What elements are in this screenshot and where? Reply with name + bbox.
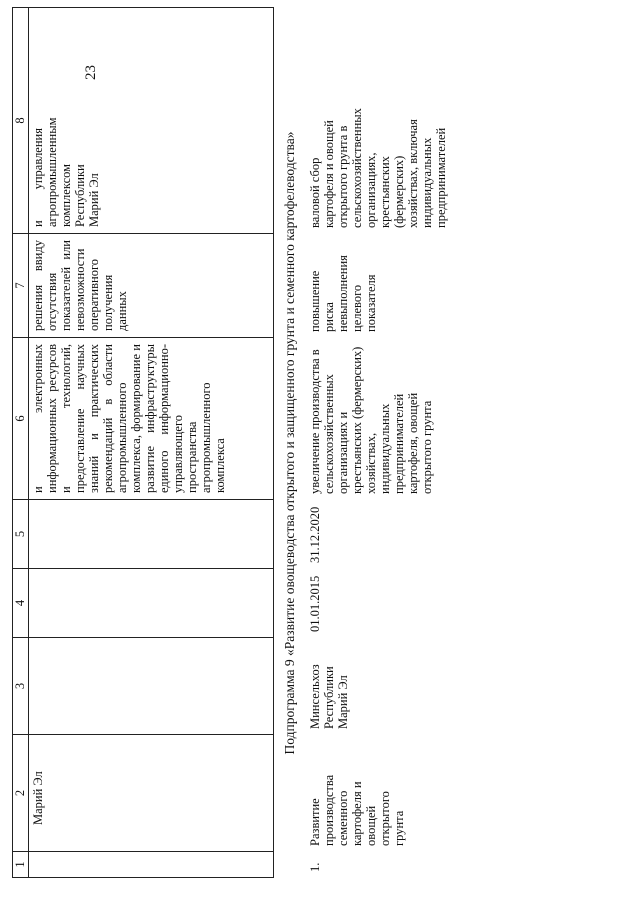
cell-indicator: и управления агропромышленным комплексом Республики Марий Эл xyxy=(29,8,274,234)
cell-consequences: повышение риска невыполнения целевого показателя xyxy=(308,255,378,332)
continued-table xyxy=(12,7,274,878)
cell-consequences: решения ввиду отсутствия показателей или невозможности оперативного получения данных xyxy=(29,234,274,338)
column-number: 8 xyxy=(13,8,29,234)
cell-activity-name: Марий Эл xyxy=(29,735,274,852)
cell-number xyxy=(29,852,274,878)
cell-executor xyxy=(29,638,274,735)
column-number: 3 xyxy=(13,638,29,735)
column-number: 6 xyxy=(13,338,29,500)
table-row xyxy=(29,8,274,878)
cell-expected-result: и электронных информационных ресурсов и технологий, предоставление научных знаний и практических рекомендаций в области агропромышленного комплекса, формирование и развитие инфраструктуры единого информационно-управляющего пространства агропромышленного комплекса xyxy=(29,338,274,500)
cell-expected-result: увеличение производства в сельскохозяйственных организациях и крестьянских (фермерских) хозяйствах, индивидуальных предпринимателей картофеля, овощей открытого грунта xyxy=(308,346,434,494)
rotated-page-content xyxy=(12,8,632,878)
cell-activity-name: Развитие производства семенного картофеля и овощей открытого грунта xyxy=(308,774,406,846)
column-number: 1 xyxy=(13,852,29,878)
cell-end-date: 31.12.2020 xyxy=(308,506,322,563)
cell-indicator: валовой сбор картофеля и овощей открытого грунта в сельскохозяйственных организациях, крестьянских (фермерских) хозяйствах, включая индивидуальных предпринимателей xyxy=(308,108,448,228)
column-number: 4 xyxy=(13,569,29,638)
subprogram-table xyxy=(308,8,448,878)
page-number: 23 xyxy=(83,65,99,80)
column-number: 5 xyxy=(13,500,29,569)
column-number-row xyxy=(13,8,29,878)
cell-start-date xyxy=(29,569,274,638)
cell-executor: Минсельхоз Республики Марий Эл xyxy=(308,664,350,729)
cell-number: 1. xyxy=(308,862,322,872)
table-row xyxy=(308,8,448,878)
cell-end-date xyxy=(29,500,274,569)
subprogram-title: Подпрограмма 9 «Развитие овощеводства открытого и защищенного грунта и семенного картофелеводства» xyxy=(282,131,297,755)
column-number: 7 xyxy=(13,234,29,338)
cell-start-date: 01.01.2015 xyxy=(308,575,322,632)
column-number: 2 xyxy=(13,735,29,852)
